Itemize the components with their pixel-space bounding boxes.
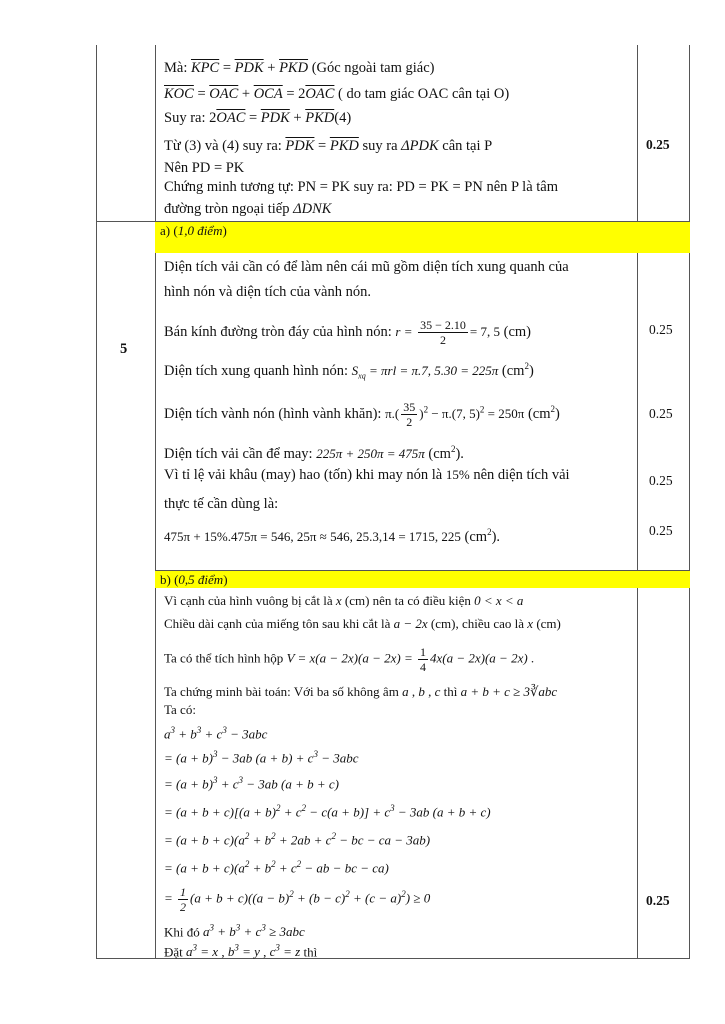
section-header-b-text: b) (0,5 điểm): [160, 572, 228, 587]
table-divider-col1: [155, 45, 156, 959]
text-line: đường tròn ngoại tiếp ΔDNK: [164, 201, 332, 217]
math-line: = $(a + b + c)(a^2 + b^2 + 2ab + c^2$ − bc − ca − 3ab): [164, 831, 431, 848]
score: 0.25: [649, 322, 673, 337]
score: 0.25: [646, 893, 670, 908]
text-line: Mà: $\overline{KPC} = \overline{PDK} + \overline{PKD}$ (Góc ngoài tam giác): [164, 60, 435, 76]
text-line: Vì tỉ lệ vải khâu (may) hao (tốn) khi may nón là 15% nên diện tích vải: [164, 467, 570, 483]
section-header-b: [155, 571, 690, 588]
text-line: Vì cạnh của hình vuông bị cắt là x (cm) nên ta có điều kiện 0 < x < a: [164, 593, 524, 608]
answer-table: [96, 45, 690, 959]
math-line: = $(a + b + c)[(a + b)^2 + c^2 - c(a + b)] + c^3 - 3ab$ (a + b + c): [164, 803, 491, 820]
math-line: $a^3 + b^3 + c^3 - 3abc$: [164, 725, 268, 742]
text-line: $\overline{KOC} = \overline{OAC} + \overline{OCA} = 2\overline{OAC}$ ( do tam giác OAC cân tại O): [164, 86, 510, 102]
score: 0.25: [649, 406, 673, 421]
text-line: Ta có:: [164, 702, 196, 717]
text-line: 475π + 15%.475π = 546, 25π ≈ 546, 25.3,14 = 1715, 225 $(cm^2)$.: [164, 527, 501, 545]
score: 0.25: [649, 473, 673, 488]
table-border-right: [689, 45, 690, 959]
table-border-left: [96, 45, 97, 959]
text-line: Diện tích vành nón (hình vành khăn): π.( $\frac{35}{2}$ )$^2$ − π.(7, 5)$^2$ = 250π $(cm^2)$: [164, 400, 560, 429]
score: 0.25: [649, 523, 673, 538]
math-line: = $\frac{1}{2}$ $(a + b + c)((a - b)^2 + (b - c)^2 + (c - a)^2) \ge 0$: [164, 885, 431, 914]
text-line: Diện tích vải cần để may: 225π + 250π = 475π $(cm^2)$.: [164, 444, 464, 462]
math-line: = $(a + b)^3 - 3ab$ $(a + b) + c^3 - 3abc$: [164, 749, 359, 766]
section-header-a-text: a) (1,0 điểm): [160, 223, 227, 238]
text-line: Bán kính đường tròn đáy của hình nón: r = $\frac{35 - 2.10}{2}$ = 7, 5 (cm): [164, 318, 531, 347]
math-line: = $(a + b + c)(a^2 + b^2 + c^2$ − ab − bc − ca): [164, 859, 389, 876]
text-line: Diện tích vải cần có để làm nên cái mũ gồm diện tích xung quanh của: [164, 259, 569, 275]
text-line: Chứng minh tương tự: PN = PK suy ra: PD = PK = PN nên P là tâm: [164, 179, 558, 195]
question-number: 5: [120, 341, 128, 357]
section-header-a: [155, 222, 690, 253]
text-line: Đặt $a^3 = x$ , $b^3 = y$ , $c^3 = z$ thì: [164, 943, 318, 960]
score: 0.25: [646, 137, 670, 152]
text-line: Diện tích xung quanh hình nón: $S_{xq} = \pi rl = \pi.7$, 5.30 = 225π $(cm^2)$: [164, 361, 534, 381]
text-line: thực tế cần dùng là:: [164, 496, 279, 512]
text-line: Từ (3) và (4) suy ra: $\overline{PDK} = \overline{PKD}$ suy ra ΔPDK cân tại P: [164, 138, 493, 154]
text-line: hình nón và diện tích của vành nón.: [164, 284, 371, 300]
text-line: Suy ra: $2\overline{OAC} = \overline{PDK} + \overline{PKD}(4)$: [164, 110, 352, 126]
text-line: Chiều dài cạnh của miếng tôn sau khi cắt là a − 2x (cm), chiều cao là x (cm): [164, 616, 561, 631]
math-line: = $(a + b)^3 + c^3 - 3ab$ (a + b + c): [164, 775, 339, 792]
table-divider-col2: [637, 45, 638, 959]
text-line: Nên PD = PK: [164, 160, 245, 176]
text-line: Ta chứng minh bài toán: Với ba số không âm a , b , c thì a + b + c ≥ 3∛abc: [164, 684, 558, 699]
text-line: Khi đó $a^3 + b^3 + c^3 \ge 3abc$: [164, 923, 305, 940]
text-line: Ta có thể tích hình hộp V = x(a − 2x)(a − 2x) = $\frac{1}{4}$ 4x(a − 2x)(a − 2x) .: [164, 645, 535, 674]
